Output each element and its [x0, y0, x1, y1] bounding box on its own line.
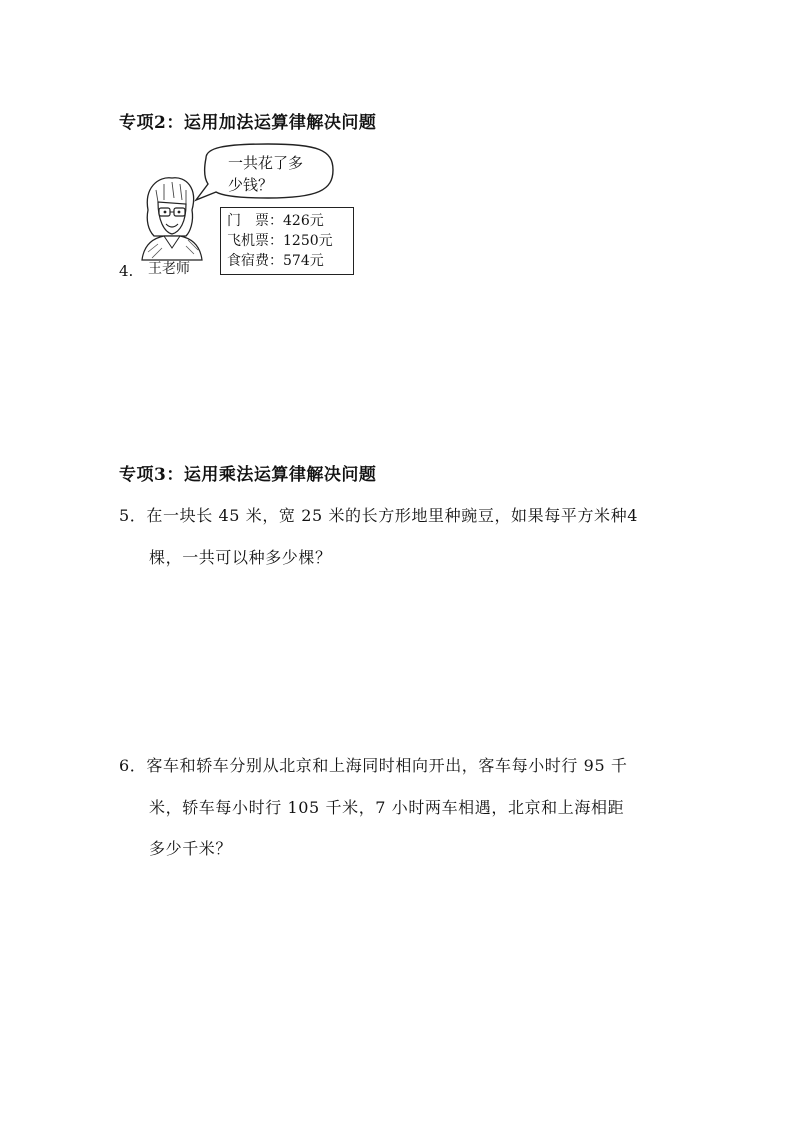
price-row [227, 251, 353, 271]
price-value: 426元 [283, 213, 324, 229]
price-label: 飞机票： [227, 233, 283, 249]
question-6-text: 客车和轿车分别从北京和上海同时相向开出，客车每小时行 95 千 [146, 756, 628, 775]
price-list-box [220, 207, 354, 275]
price-value: 574元 [283, 253, 324, 269]
question-6-number: 6． [119, 756, 147, 775]
speech-bubble-line-1: 一共花了多 [228, 154, 304, 172]
question-5-line-1 [119, 503, 638, 526]
price-row [227, 211, 353, 231]
question-5-text: 在一块长 45 米，宽 25 米的长方形地里种豌豆，如果每平方米种4 [146, 506, 639, 525]
question-6-line-1 [119, 753, 628, 776]
teacher-name-label: 王老师 [148, 261, 190, 277]
section-3-heading: 专项3：运用乘法运算律解决问题 [119, 465, 377, 485]
speech-bubble-line-2: 少钱？ [228, 176, 274, 194]
question-6-line-3: 多少千米？ [149, 839, 233, 858]
price-label: 食宿费： [227, 253, 283, 269]
price-value: 1250元 [283, 233, 333, 249]
question-6-line-2: 米，轿车每小时行 105 千米，7 小时两车相遇，北京和上海相距 [149, 798, 625, 817]
question-5-number: 5． [119, 506, 147, 525]
price-label: 门 票： [227, 213, 283, 229]
price-row [227, 231, 353, 251]
question-4-number: 4. [119, 262, 134, 280]
question-5-line-2: 棵，一共可以种多少棵？ [149, 548, 332, 567]
q4-illustration [128, 140, 368, 280]
section-2-heading: 专项2：运用加法运算律解决问题 [119, 113, 377, 133]
